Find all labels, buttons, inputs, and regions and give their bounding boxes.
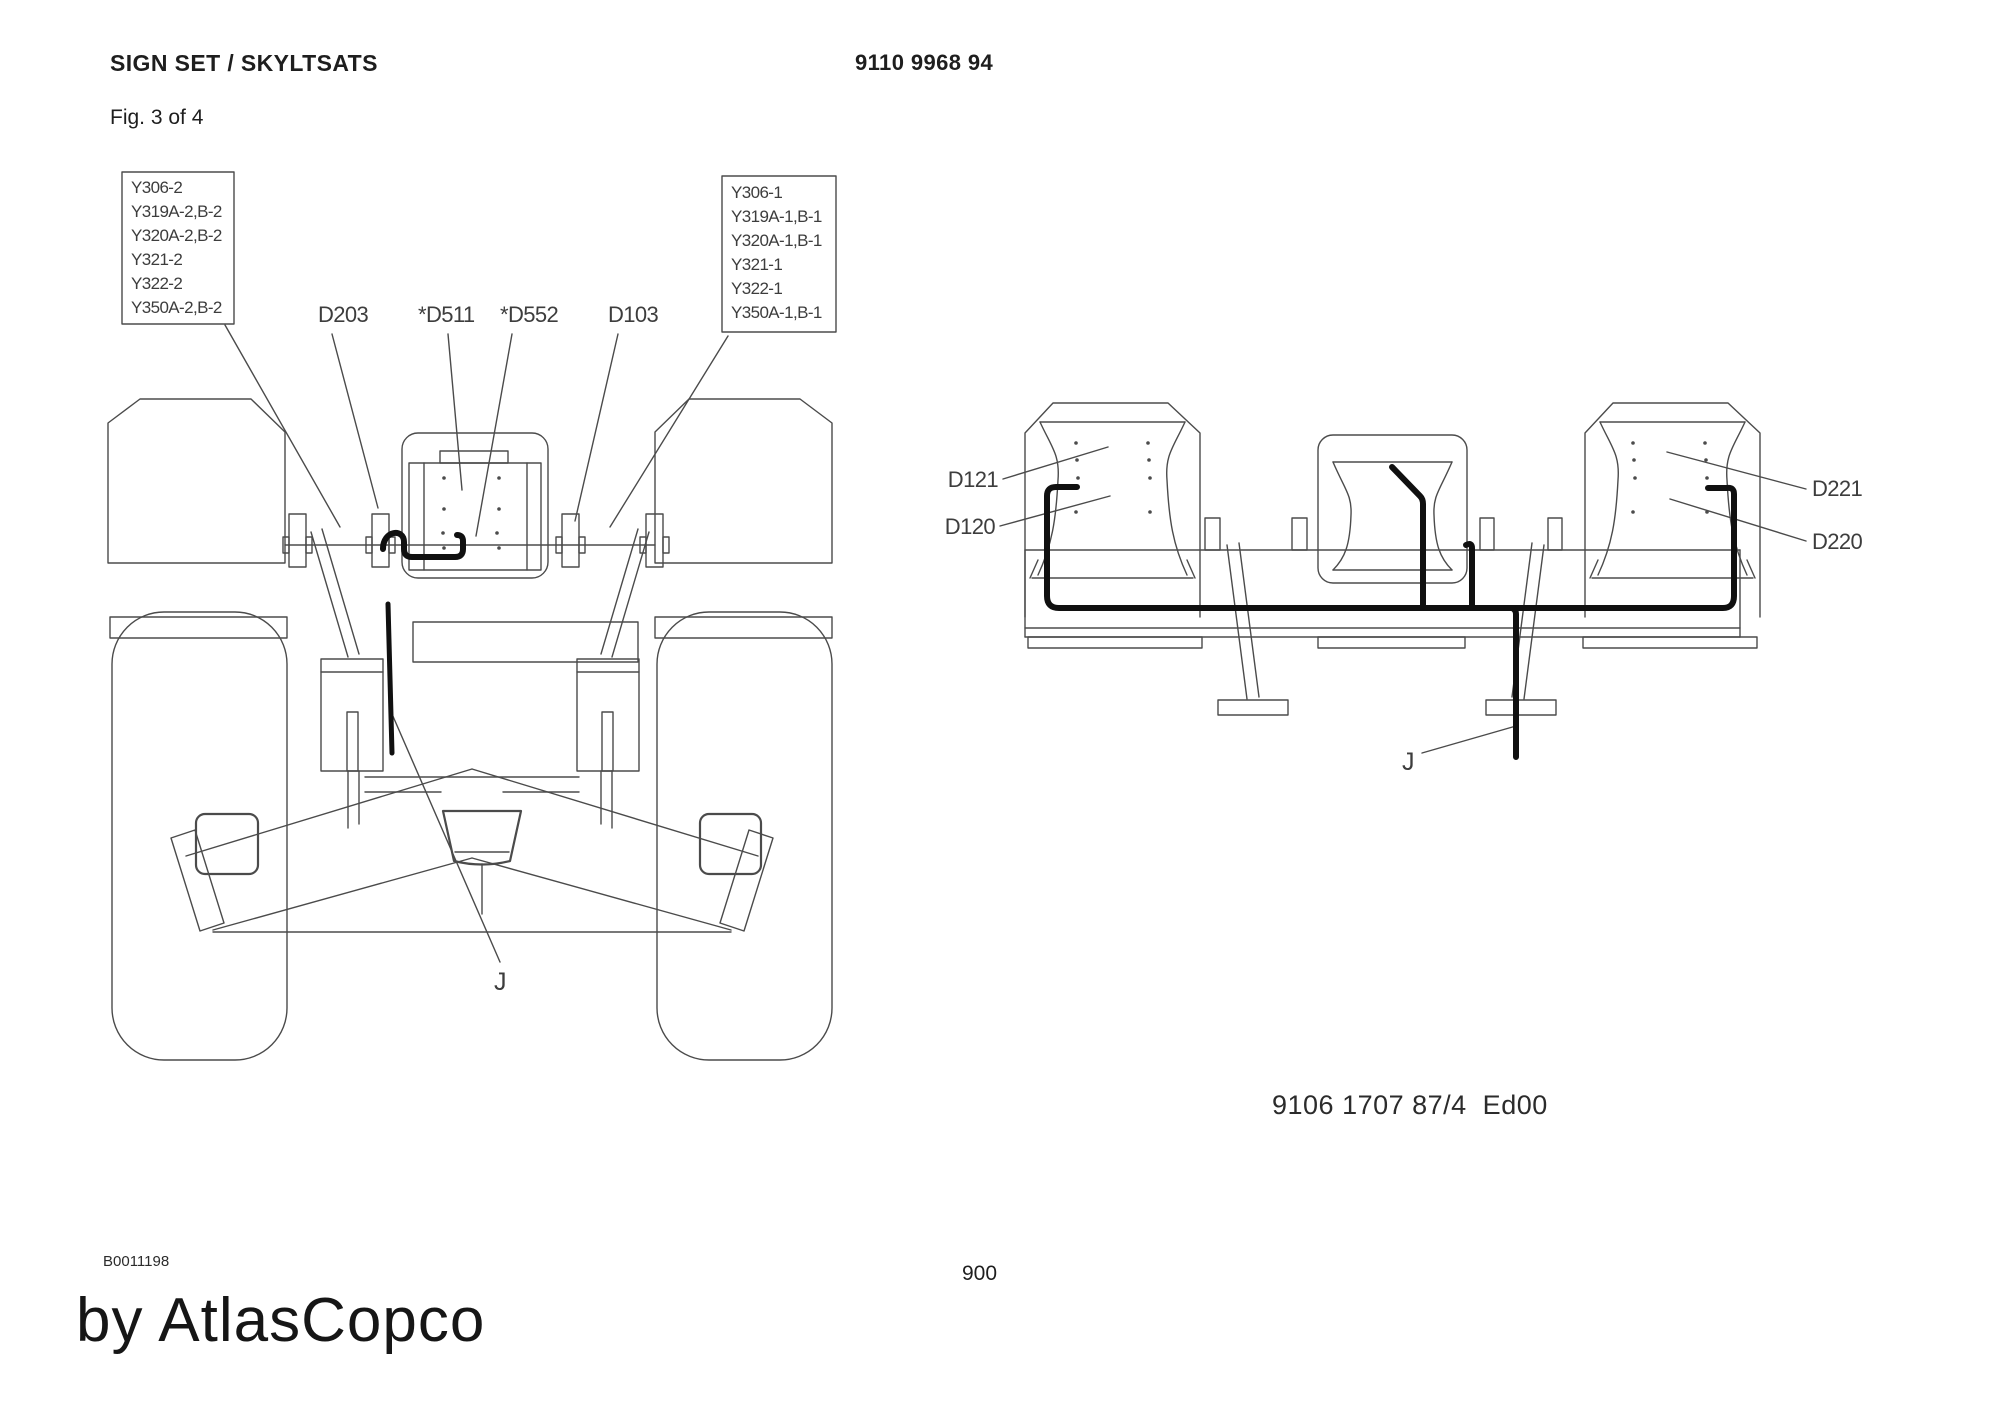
leader-d103 [575, 334, 618, 521]
rivet-dot [1148, 510, 1152, 514]
rivet-dot [1703, 441, 1707, 445]
sign-label: Y319A-1,B-1 [731, 207, 822, 226]
tower-waist-left [1598, 422, 1618, 575]
leader-d203 [332, 334, 378, 508]
sign-label: Y321-2 [131, 250, 183, 269]
bracket [289, 514, 306, 567]
callout-d120: D120 [944, 514, 995, 539]
leader-d552 [476, 334, 512, 536]
sign-label: Y320A-1,B-1 [731, 231, 822, 250]
cylinder-lower-rod [348, 771, 359, 828]
tower-foot-lines [1030, 560, 1195, 578]
leader-d511 [448, 334, 462, 490]
left-support-leg [1218, 543, 1288, 715]
rivet-dot [442, 546, 446, 550]
callout-j-detail: J [1402, 748, 1414, 776]
right-support-leg [1486, 543, 1556, 715]
front-view-diagram [108, 172, 836, 1060]
right-fender-outline [655, 399, 832, 563]
figure-caption: Fig. 3 of 4 [110, 106, 204, 129]
left-fender-outline [108, 399, 285, 563]
leg-foot [1486, 700, 1556, 715]
center-tower [1318, 435, 1467, 583]
right-cylinder [577, 529, 649, 828]
base-tab [1583, 637, 1757, 648]
document-number: 9110 9968 94 [855, 50, 994, 75]
front-view-leader-lines [225, 325, 728, 962]
leg-lines [1227, 543, 1259, 699]
rivet-dot [1705, 510, 1709, 514]
leader-d220 [1670, 499, 1806, 541]
engine-box-inner [409, 463, 541, 570]
cylinder-inner-rod [347, 712, 358, 771]
tower-waist-right [1167, 422, 1187, 575]
blade-frame-lines [365, 777, 579, 792]
base-tab [1318, 637, 1465, 648]
tower-waist-left [1333, 462, 1351, 570]
leader-right-sign-box [610, 336, 728, 527]
rivet-dot [1148, 476, 1152, 480]
base-sides [1025, 550, 1740, 637]
rivet-dot [1631, 441, 1635, 445]
sign-brackets [283, 514, 669, 567]
callout-d203: D203 [318, 302, 369, 327]
left-wheel [112, 612, 287, 1060]
detail-view-diagram [945, 403, 1863, 776]
base-post [1205, 518, 1220, 550]
engine-box-cap [440, 451, 508, 463]
leader-left-sign-box [225, 325, 340, 527]
leg-foot [1218, 700, 1288, 715]
sign-label: Y306-1 [731, 183, 783, 202]
sign-label: Y321-1 [731, 255, 783, 274]
v-blade [171, 769, 773, 932]
sign-label: Y322-2 [131, 274, 183, 293]
sign-label: Y320A-2,B-2 [131, 226, 222, 245]
leader-j-detail [1422, 726, 1516, 753]
cylinder-body [321, 659, 383, 771]
sign-label: Y306-2 [131, 178, 183, 197]
harness-drop-front [388, 604, 392, 753]
left-tower [1025, 403, 1200, 617]
bracket-ear [663, 537, 669, 553]
sign-label: Y350A-2,B-2 [131, 298, 222, 317]
leader-j-front [392, 714, 500, 962]
detail-view-leader-lines [1000, 447, 1806, 753]
callout-d511: *D511 [418, 302, 475, 327]
harness-drop-detail [1512, 608, 1516, 757]
harness-center-branch [1392, 467, 1423, 606]
wheel-bracket-right [700, 814, 761, 874]
tower-waist-right [1434, 462, 1452, 570]
rivet-dot [441, 531, 445, 535]
rivet-dot [1704, 458, 1708, 462]
cylinder-body [577, 659, 639, 771]
callout-d121: D121 [947, 467, 998, 492]
cylinder-lower-rod [601, 771, 612, 828]
page-number: 900 [962, 1262, 998, 1285]
rivet-dot [1075, 458, 1079, 462]
cylinder-inner-rod [602, 712, 613, 771]
base-post [1548, 518, 1562, 550]
rivet-dot [495, 531, 499, 535]
page-title: SIGN SET / SKYLTSATS [110, 50, 378, 76]
rivet-dot [442, 507, 446, 511]
blade-end-plate-left [171, 830, 224, 931]
callout-d103: D103 [608, 302, 659, 327]
rivet-dot [1633, 476, 1637, 480]
tower-foot-lines [1590, 560, 1755, 578]
left-cylinder [311, 529, 383, 828]
callout-j-front: J [494, 968, 506, 996]
tower-outline [1025, 403, 1200, 617]
blade-bottom-edge [213, 858, 731, 930]
sign-label: Y350A-1,B-1 [731, 303, 822, 322]
plate-number: 9106 1707 87/4 Ed00 [1272, 1090, 1548, 1120]
bracket [562, 514, 579, 567]
brand-signature: by AtlasCopco [76, 1286, 486, 1355]
callout-d220: D220 [1812, 529, 1863, 554]
callout-d221: D221 [1812, 476, 1863, 501]
right-wheel [657, 612, 832, 1060]
rivet-dot [497, 507, 501, 511]
leader-d121 [1003, 447, 1108, 479]
base-tab [1028, 637, 1202, 648]
rivet-dot [1146, 441, 1150, 445]
rivet-dot [1074, 441, 1078, 445]
rivet-dot [1074, 510, 1078, 514]
harness-main-run [1047, 487, 1734, 608]
sign-label: Y322-1 [731, 279, 783, 298]
drawing-id: B0011198 [103, 1253, 170, 1270]
cylinder-rod [311, 529, 359, 657]
left-sign-box-text [131, 178, 222, 317]
cylinder-rod [601, 529, 649, 657]
blade-end-plate-right [720, 830, 773, 931]
base-post [1292, 518, 1307, 550]
callout-d552: *D552 [500, 302, 559, 327]
rivet-dot [1147, 458, 1151, 462]
sign-label: Y319A-2,B-2 [131, 202, 222, 221]
rivet-dot [497, 546, 501, 550]
rivet-dot [497, 476, 501, 480]
rivet-dot [1705, 476, 1709, 480]
rivet-dot [1076, 476, 1080, 480]
right-sign-box-text [731, 183, 822, 322]
rivet-dot [442, 476, 446, 480]
rivet-dot [1632, 458, 1636, 462]
blade-top-edge [186, 769, 758, 856]
rivet-dot [1631, 510, 1635, 514]
leader-d221 [1667, 452, 1806, 489]
base-post [1480, 518, 1494, 550]
